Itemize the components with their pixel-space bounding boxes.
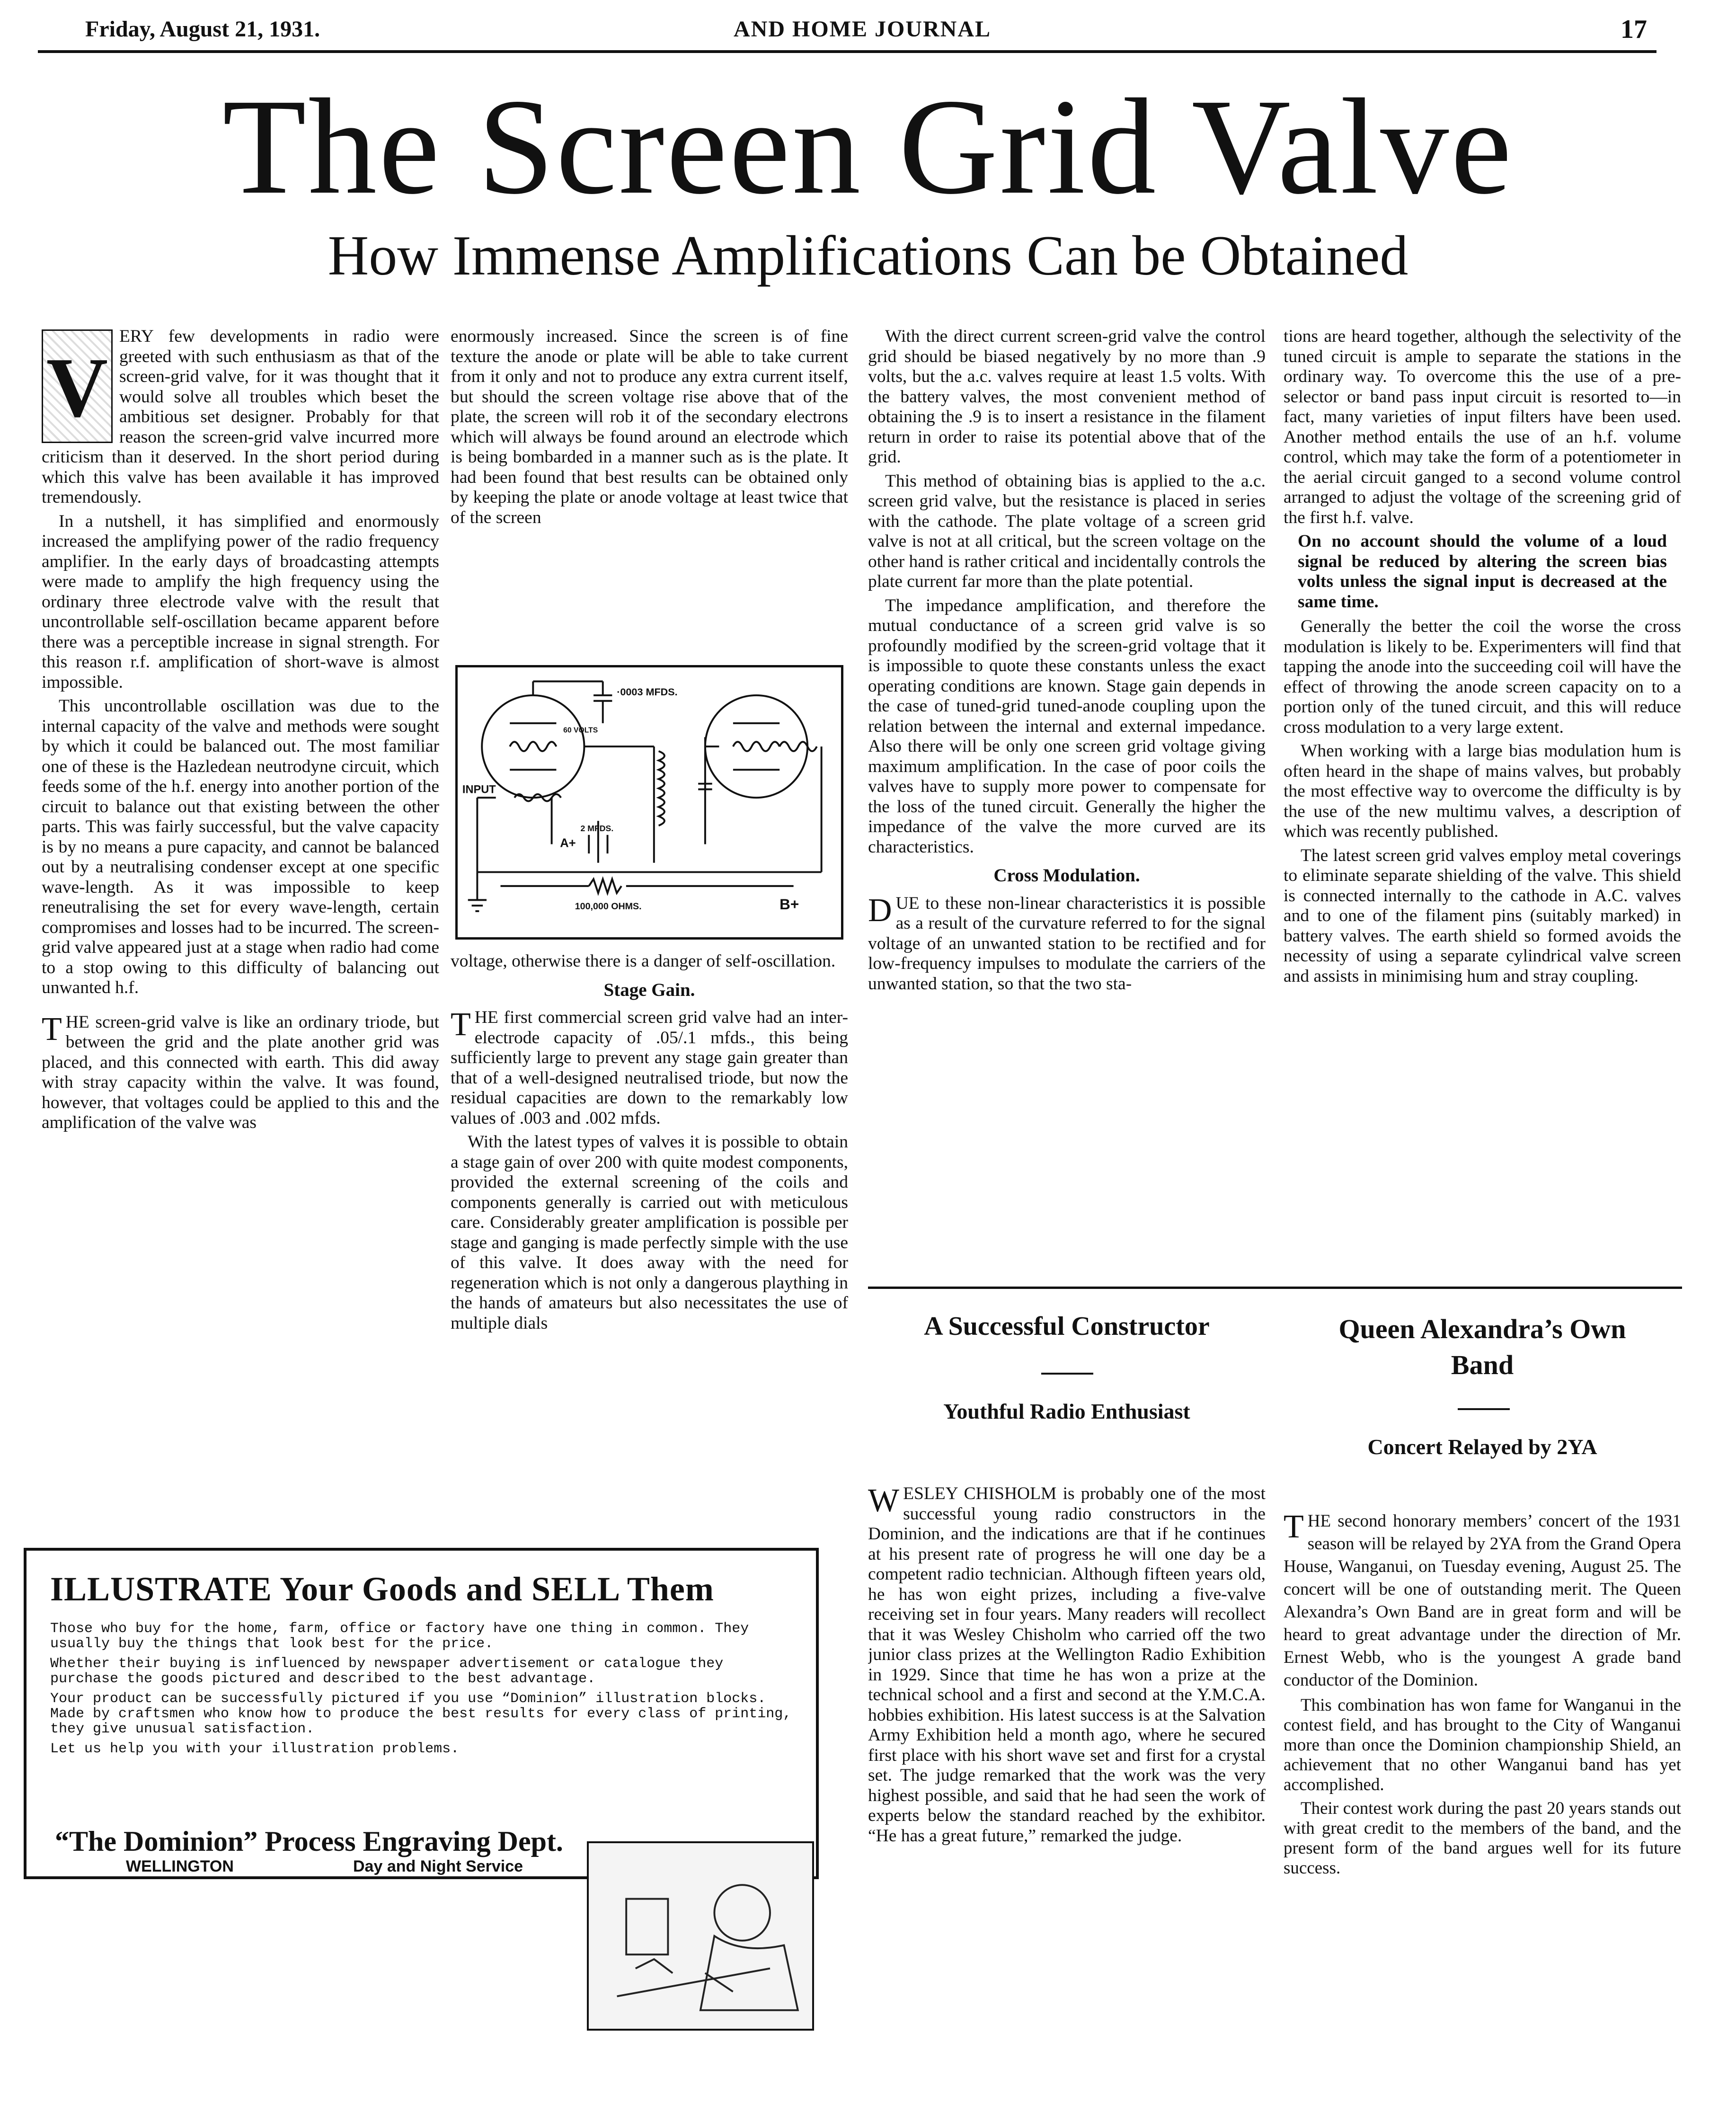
- paragraph: In a nutshell, it has simplified and enormously increased the amplifying power of the radio frequency amplifier. In the early days of broadcasting attempts were made to amplify the high frequency using the ordinary three electrode valve with the result that uncontrollable self-oscillation became apparent before there was a perceptible increase in signal strength. For this reason r.f. amplification of short-wave is almost impossible.: [42, 511, 439, 692]
- article-column-3: [868, 327, 1266, 1269]
- paragraph: The impedance amplification, and therefore the mutual conductance of a screen grid valve is so profoundly modified by the screen-grid voltage that it is impossible to quote these constants unless the exact operating conditions are known. Stage gain depends in the case of tuned-grid tuned-anode coupling upon the relation between the internal and external impedance. Also there will be only one screen grid voltage giving maximum amplification. In the case of poor coils the valves have to supply more power to compensate for the loss of the tuned circuit. Generally the higher the impedance of the valve the more curved are its characteristics.: [868, 595, 1266, 857]
- paragraph: This combination has won fame for Wanganui in the contest field, and has brought to the City of Wanganui more than once the Dominion championship Shield, an achievement that no other Wanganui band has yet accomplished.: [1284, 1696, 1681, 1794]
- article-column-4: [1284, 327, 1681, 1269]
- story-subtitle: Concert Relayed by 2YA: [1367, 1435, 1597, 1459]
- circuit-label-a-plus: A+: [560, 836, 576, 850]
- circuit-label-ohms: 100,000 OHMS.: [575, 901, 642, 912]
- ad-content: [50, 1570, 798, 1761]
- ad-paragraph: Let us help you with your illustration problems.: [50, 1741, 460, 1757]
- initial-letter: T: [42, 1011, 62, 1048]
- engraver-illustration: [587, 1841, 814, 2031]
- dropcap-ornament: [42, 329, 113, 443]
- paragraph: tions are heard together, although the selectivity of the tuned circuit is ample to separate the stations in the ordinary way. To overcome this the use of a pre-selector or band pass input circuit is resorted to—in fact, many varieties of input filters have been used. Another method entails the use of an h.f. volume control, which may take the form of a potentiometer in the aerial circuit ganged to a second volume control arranged to adjust the voltage of the screening grid of the first h.f. valve.: [1284, 327, 1681, 527]
- story-title: [1284, 1311, 1681, 1383]
- ad-paragraph: Whether their buying is influenced by newspaper advertisement or catalogue they purchase the goods pictured and described to the best advantage.: [50, 1656, 724, 1687]
- circuit-label-volts: 60 VOLTS: [563, 726, 598, 735]
- section-heading: Stage Gain.: [603, 979, 695, 1000]
- masthead-journal: AND HOME JOURNAL: [734, 17, 991, 42]
- story-column: [1284, 1510, 1681, 2092]
- paragraph-text: ESLEY CHISHOLM is probably one of the most successful young radio constructors in the Dominion, and the indications are that if he continues at his present rate of progress he will one day be a competent radio technician. Although fifteen years old, he has won eight prizes, including a five-valve receiving set in four years. Many readers will recollect that it was Wesley Chisholm who carried off the two junior class prizes at the Wellington Radio Exhibition in 1929. Since that time he has won a prize at the technical school and a first and second at the Y.M.C.A. hobbies exhibition. His latest success is at the Salvation Army Exhibition held a month ago, where he secured first place with his short wave set and first for a crystal set. The judge remarked that the work was the very highest possible, and said that he had seen the work of experts below the standard reached by the exhibitor. “He has a great future,” remarked the judge.: [868, 1484, 1266, 1846]
- paragraph: [42, 1012, 439, 1133]
- ad-paragraph: Those who buy for the home, farm, office or factory have one thing in common. They usually buy the things that look best for the price.: [50, 1621, 749, 1652]
- ad-service: Day and Night Service: [353, 1857, 523, 1875]
- masthead-date: Friday, August 21, 1931.: [85, 17, 320, 42]
- paragraph: Their contest work during the past 20 years stands out with great credit to the members of the band, and the present form of the band argues well for its future success.: [1284, 1799, 1681, 1878]
- paragraph: enormously increased. Since the screen is of fine texture the anode or plate will be able to take current from it only and not to produce any extra current itself, but should the screen voltage rise above that of the plate, the screen will rob it of the secondary electrons which will always be found around an electrode which is being bombarded in a manner such as is the plate. It had been found that best results can be obtained only by keeping the plate or anode voltage at least twice that of the screen: [451, 327, 848, 527]
- page-number: 17: [1621, 15, 1647, 44]
- paragraph: With the direct current screen-grid valve the control grid should be biased negatively by no more than .9 volts, but the a.c. valves require at least 1.5 volts. With the battery valves, the most convenient method of obtaining the .9 is to insert a resistance in the filament return in order to raise its potential above that of the grid.: [868, 327, 1266, 467]
- circuit-diagram: [455, 665, 843, 940]
- section-divider: [868, 1287, 1682, 1289]
- initial-letter: W: [868, 1484, 900, 1519]
- paragraph-text: HE first commercial screen grid valve had an inter-electrode capacity of .05/.1 mfds., this being sufficiently large to prevent any stage gain greater than that of a well-designed neutralised triode, but now the residual capacities are down to the remarkably low values of .003 and .002 mfds.: [451, 1008, 848, 1128]
- article-column-2-top: [451, 327, 848, 653]
- paragraph: Generally the better the coil the worse the cross modulation is likely to be. Experimenters will find that tapping the anode into the succeeding coil will have the effect of throwing the anode screen capacity on to a portion only of the tuned circuit, and this will reduce cross modulation to a very large extent.: [1284, 617, 1681, 737]
- paragraph-text: HE screen-grid valve is like an ordinary triode, but between the grid and the plate another grid was placed, and this connected with earth. This did away with stray capacity within the valve. It was found, however, that voltages could be applied to this and the amplification of the valve was: [42, 1012, 439, 1132]
- engraver-illustration-svg: [589, 1843, 812, 2029]
- masthead: [38, 10, 1656, 53]
- story-column: [868, 1484, 1266, 2090]
- bold-notice: On no account should the volume of a loud signal be reduced by altering the screen bias volts unless the signal input is decreased at the same time.: [1298, 532, 1667, 612]
- paragraph: This uncontrollable oscillation was due to the internal capacity of the valve and methods were sought by which it could be balanced out. The most familiar one of these is the Hazledean neutrodyne circuit, which feeds some of the h.f. energy into another portion of the circuit to balance out that existing between the other parts. This was fairly successful, but the valve capacity is by no means a pure capacity, and cannot be balanced out by a neutralising condenser except at one specific wave-length. As it was impossible to keep reneutralising the set for every wave-length, certain compromises and losses had to be incurred. The screen-grid valve appeared just at a stage when radio had come to a stop owing to this difficulty of balancing out unwanted h.f.: [42, 696, 439, 997]
- ad-paragraph: Your product can be successfully pictured if you use “Dominion” illustration blocks. Made by craftsmen who know how to produce the best results for every class of printing, they give unusual satisfaction.: [50, 1691, 792, 1737]
- story-title: A Successful Constructor: [924, 1312, 1210, 1341]
- article-column-1: [42, 327, 439, 1321]
- paragraph: [868, 1484, 1266, 1846]
- headline: The Screen Grid Valve: [222, 71, 1514, 222]
- paragraph: [868, 894, 1266, 994]
- title-rule: [1041, 1373, 1093, 1375]
- paragraph: When working with a large bias modulation hum is often heard in the shape of mains valves, but probably the most effective way to overcome the difficulty is by the use of the new multimu valves, a description of which was recently published.: [1284, 741, 1681, 841]
- initial-letter: T: [451, 1006, 471, 1043]
- initial-letter: T: [1284, 1510, 1304, 1545]
- paragraph: With the latest types of valves it is possible to obtain a stage gain of over 200 with quite modest components, provided the external screening of the coils and components generally is carried out with meticulous care. Considerably greater amplification is possible per stage and ganging is made perfectly simple with the use of this valve. It does away with the need for regeneration which is not only a dangerous plaything in the hands of amateurs but also necessitates the use of multiple dials: [451, 1132, 848, 1333]
- paragraph: ERY few developments in radio were greeted with such enthusiasm as that of the screen-grid valve, for it was thought that it would solve all troubles which beset the ambitious set designer. Probably for that reason the screen-grid valve incurred more criticism than it deserved. In the short period during which this valve has been available it has improved tremendously.: [42, 327, 439, 507]
- paragraph: This method of obtaining bias is applied to the a.c. screen grid valve, but the resistance is placed in series with the cathode. The plate voltage of a screen grid valve is not at all critical, but the screen voltage on the other hand is rather critical and incidentally controls the plate current far more than the plate potential.: [868, 471, 1266, 591]
- circuit-label-mfds: 2 MFDS.: [580, 823, 614, 833]
- dropcap-letter: V: [46, 340, 108, 435]
- paragraph: voltage, otherwise there is a danger of self-oscillation.: [451, 951, 836, 971]
- subheadline: How Immense Amplifications Can be Obtained: [328, 224, 1408, 287]
- story-subtitle: Youthful Radio Enthusiast: [943, 1399, 1190, 1423]
- paragraph: The latest screen grid valves employ metal coverings to eliminate separate shielding of the valve. This shield is connected internally to the cathode in A.C. valves and to one of the filament pins (suitably marked) in battery valves. The earth shield so formed avoids the necessity of using a separate cylindrical valve screen and assists in minimising hum and stray coupling.: [1284, 845, 1681, 986]
- paragraph-text: UE to these non-linear characteristics it is possible as a result of the curvature referred to for the signal voltage of an unwanted station to be rectified and for low-frequency impulses to modulate the carriers of the unwanted station, so that the two sta-: [868, 893, 1266, 994]
- paragraph-text: HE second honorary members’ concert of the 1931 season will be relayed by 2YA from the Grand Opera House, Wanganui, on Tuesday evening, August 25. The concert will be one of outstanding merit. The Queen Alexandra’s Own Band are in great form and will be heard to great advantage under the direction of Mr. Ernest Webb, who is the youngest A grade band conductor of the Dominion.: [1284, 1511, 1681, 1690]
- circuit-label-cap: ·0003 MFDS.: [617, 685, 678, 698]
- paragraph: [451, 1008, 848, 1128]
- ad-title: ILLUSTRATE Your Goods and SELL Them: [50, 1570, 714, 1608]
- story-title-line: Band: [1451, 1349, 1514, 1380]
- advertisement: [24, 1548, 819, 1879]
- section-heading: Cross Modulation.: [993, 865, 1140, 886]
- circuit-diagram-svg: [458, 667, 841, 937]
- ad-signature: “The Dominion” Process Engraving Dept.: [55, 1826, 563, 1857]
- ad-location: WELLINGTON: [126, 1857, 234, 1875]
- title-rule: [1458, 1408, 1510, 1410]
- story-title-line: Queen Alexandra’s Own: [1338, 1314, 1626, 1344]
- circuit-label-input: INPUT: [462, 783, 496, 796]
- circuit-label-b-plus: B+: [779, 896, 799, 913]
- paragraph: [1284, 1510, 1681, 1692]
- article-column-2-bottom: [451, 951, 848, 1524]
- ad-body: [50, 1621, 798, 1757]
- initial-letter: D: [868, 892, 892, 929]
